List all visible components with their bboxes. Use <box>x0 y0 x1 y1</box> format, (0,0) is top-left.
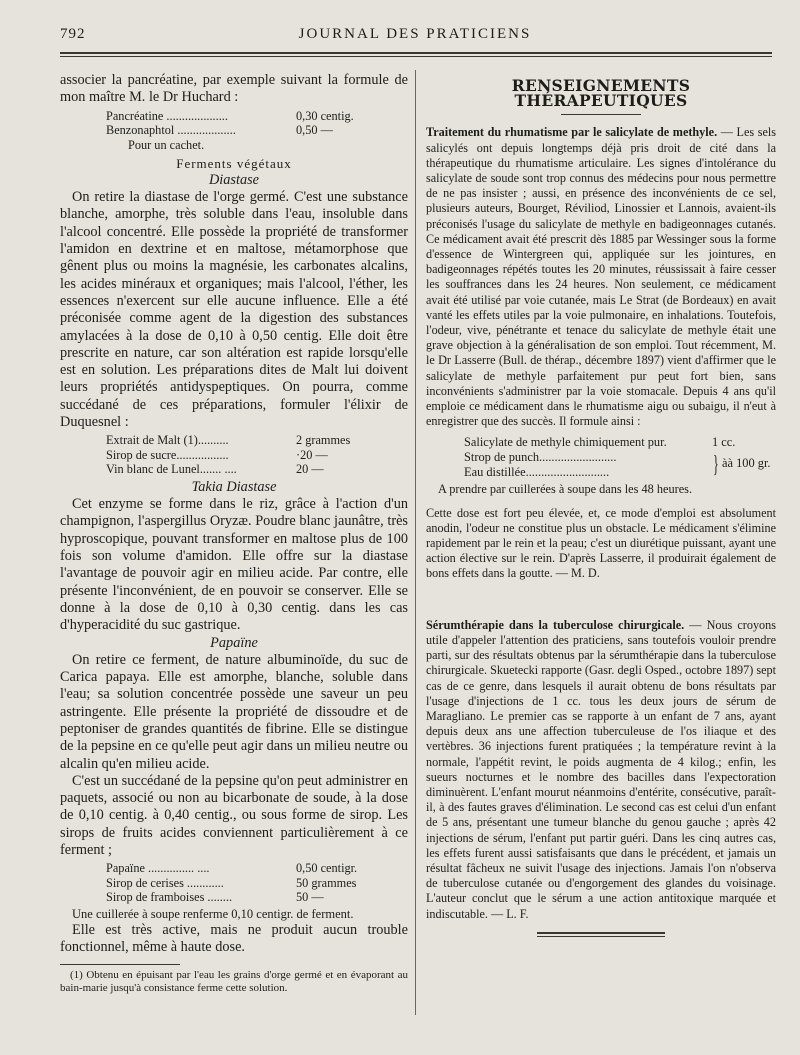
ingredient-dose: 2 grammes <box>296 433 351 448</box>
formula-row <box>60 890 408 905</box>
paragraph: Cette dose est fort peu élevée, et, ce mode d'emploi est absolument anodin, l'odeur ne constitue plus un obstacle. Le médicament s'élimine rapidement par le rein et la peau; c'est un diurétique puissant, ayant une action élective sur le rein. D'après Lasserre, il produirait également de bons effets dans la goutte. — M. D. <box>426 505 776 581</box>
article-text: — Nous croyons utile d'appeler l'attention des praticiens, sans toutefois vouloir prendre parti, sur des résultats obtenus par la sérumthérapie dans la tuberculose chirurgicale. Skuetecki rapporte (Gasr. degli Osped., octobre 1897) sept cas de ce genre, dans lesquels il aurait obtenu de bons résultats par l'usage d'injections de 1 cc. tous les deux jours de sérum de Maragliano. Le premier cas se rapporte à un enfant de 7 ans, ayant depuis deux ans une affection tuberculeuse de l'os iliaque et des vertèbres. 36 injections furent pratiquées ; la température revint à la normale, l'appétit revint, le poids augmenta de 4 kilog.; enfin, les sueurs nocturnes et le nombre des bacilles dans l'expectoration diminuèrent. L'enfant mourut néanmoins d'entérite, consécutive, paraît-il, à des fautes graves d'élimination. Le second cas est celui d'un enfant de 5 ans, présentant une tumeur blanche du genou gauche ; après 42 injections de sérum, l'enfant put partir guéri. Dans les cinq autres cas, les effets furent aussi satisfaisants que dans le précédent, et jamais un résultat fâcheux ne suivit l'usage des injections. Jamais l'on n'observa de tuberculose cutanée ou d'engorgement des glandes du voisinage. L'auteur conclut que le sérum a une action antitoxique marquée et indiscutable. — L. F. <box>426 617 776 921</box>
section-heading-papaine: Papaïne <box>210 634 258 651</box>
ingredient-name: Pancréatine .................... <box>106 108 228 123</box>
formula-note: A prendre par cuillerées à soupe dans les 48 heures. <box>438 482 693 497</box>
formula-row <box>60 123 408 138</box>
ingredient-name: Vin blanc de Lunel....... .... <box>106 462 237 477</box>
journal-title: JOURNAL DES PRATICIENS <box>298 26 532 42</box>
formula-row <box>60 861 408 876</box>
paragraph: On retire ce ferment, de nature albuminoïde, du suc de Carica papaya. Elle est amorphe, blanche, soluble dans l'eau; sa solution concentrée possède une saveur un peu astringente. Elle présente la propriété de dissoudre et de peptoniser de grandes quantités de fibrine. Elle se distingue de la pepsine en ce qu'elle peut agir dans un milieu neutre ou alcalin qu'en milieu acide. <box>60 651 408 772</box>
ingredient-dose: 0,30 centig. <box>296 108 354 123</box>
left-column <box>60 72 408 994</box>
paragraph: Elle est très active, mais ne produit aucun trouble fonctionnel, même à haute dose. <box>60 921 408 956</box>
brace-icon: } <box>713 452 719 479</box>
formula-huchard <box>60 109 408 152</box>
title-rule <box>561 114 641 115</box>
ingredient-dose: 50 — <box>296 890 324 905</box>
article-serumtherapie <box>426 618 776 922</box>
paragraph: C'est un succédané de la pepsine qu'on peut administrer en paquets, associé ou non au bicarbonate de soude, à la dose de 0,10 centig. à 0,40 centig., ou sous forme de sirop. Les sirops de fruits acides conviennent particulièrement à ce ferment ; <box>60 772 408 859</box>
ingredient-name: Eau distillée........................... <box>464 465 610 480</box>
page-number: 792 <box>60 26 86 42</box>
ingredient-name: Salicylate de methyle chimiquement pur. <box>464 435 667 450</box>
ingredient-name: Strop de punch......................... <box>464 450 617 465</box>
header-rule-thin <box>60 56 772 57</box>
formula-note: Une cuillerée à soupe renferme 0,10 centigr. de ferment. <box>72 906 354 921</box>
right-column <box>426 74 776 937</box>
ingredient-dose: ·20 — <box>296 447 328 462</box>
header-rule <box>60 52 772 54</box>
formula-row <box>60 109 408 124</box>
formula-row <box>60 448 408 463</box>
ingredient-dose: 20 — <box>296 462 324 477</box>
column-separator <box>415 70 416 1015</box>
article-rhumatisme <box>426 125 776 429</box>
footnote-rule <box>60 964 180 965</box>
formula-note: Pour un cachet. <box>128 137 205 152</box>
section-heading-takia: Takia Diastase <box>191 478 277 495</box>
ingredient-name: Sirop de framboises ........ <box>106 890 233 905</box>
ingredient-name: Papaïne ............... .... <box>106 861 210 876</box>
formula-duquesnel <box>60 433 408 477</box>
ingredient-name: Sirop de sucre................. <box>106 447 229 462</box>
page-header <box>60 26 770 48</box>
section-heading-diastase: Diastase <box>208 171 260 188</box>
formula-lasserre <box>426 435 776 480</box>
section-heading-ferments: Ferments végétaux <box>176 155 292 171</box>
article-text: — Les sels salicylés ont depuis longtemps déjà pris droit de cité dans la thérapeutique du rhumatisme articulaire. Les signes d'intolérance du salicylate de soude sont trop connus des médecins pour nous permettre de ne pas insister ; aussi, en présence des inconvénients de ce sel, plusieurs auteurs, Bourget, Réviliod, Linossier et Lannois, avaient-ils préconisés l'usage du salicylate de methyle en badigeonnages cutanés. Ce médicament avait été prescrit dès 1885 par Wessinger sous la forme d'essence de Wintergreen qui, appliquée sur les jointures, en badigeonnages répétés toutes les 20 minutes, réussissait à faire cesser les souffrances dans les 24 heures. Non seulement, ce médicament avait été utilisé par voie cutanée, mais Le Strat (de Bordeaux) en avait vanté les effets utiles par la voie pulmonaire, en inhalations. Toutefois, l'odeur, vive, pénétrante et tenace du salicylate de methyle était une grave objection à la généralisation de son emploi. Tout récemment, M. le Dr Lasserre (Bull. de thérap., décembre 1897) vient d'affirmer que le salicylate de methyle parfaitement pur peut fort bien, sans inconvénients s'administrer par la voie stomacale. Depuis 4 ans qu'il emploie ce médicament dans le rhumatisme aigu ou subaigu, il n'eut à enregistrer que des succès. Il formule ainsi : <box>426 125 776 429</box>
end-rule-thin <box>537 936 665 937</box>
formula-papaine <box>60 861 408 905</box>
ingredient-dose: àà 100 gr. <box>722 456 771 471</box>
formula-row <box>426 435 776 450</box>
paragraph: On retire la diastase de l'orge germé. C'est une substance blanche, amorphe, très soluble dans l'eau, insoluble dans l'alcool concentré. Elle possède la propriété de transformer l'amidon en dextrine et en maltose, métamorphose que gênent plus ou moins la magnésie, les carbonates alcalins, les acides minéraux et organiques; mais l'alcool, l'éther, les essences n'exercent sur elle aucune influence. Elle a été préconisée comme agent de la digestion des substances amylacées à la dose de 0,10 à 0,50 centig. Elle doit être prescrite en nature, car son altération est rapide lorsqu'elle est en solution. Les préparations dites de Malt lui doivent leurs propriétés antidyspeptiques. On pourra, comme succédané de ces préparations, formuler l'élixir de Duquesnel : <box>60 189 408 431</box>
formula-row <box>60 433 408 448</box>
ingredient-dose: 1 cc. <box>712 435 736 450</box>
ingredient-name: Extrait de Malt (1).......... <box>106 433 229 448</box>
ingredient-dose: 0,50 centigr. <box>296 861 358 876</box>
section-title: RENSEIGNEMENTS THÉRAPEUTIQUES <box>511 76 691 111</box>
footnote: (1) Obtenu en épuisant par l'eau les grains d'orge germé et en évaporant au bain-marie jusqu'à consistance ferme cette solution. <box>60 969 408 994</box>
ingredient-name: Benzonaphtol ................... <box>106 123 236 138</box>
paragraph: Cet enzyme se forme dans le riz, grâce à l'action d'un champignon, l'aspergillus Oryzæ. Poudre blanc jaunâtre, très hyproscopique, pouvant transformer en maltose plus de 100 fois son volume d'amidon. Elle offre sur la diastase l'avantage de pouvoir agir en milieu acide. Par contre, elle présente l'inconvénient, de en pouvoir se conserver. Elle se donne à la dose de 0,10 à 0,30 centig. dans les cas d'hyperacidité du suc gastrique. <box>60 496 408 634</box>
ingredient-dose: 50 grammes <box>296 875 357 890</box>
formula-row <box>60 462 408 477</box>
formula-row <box>60 876 408 891</box>
article-heading: Traitement du rhumatisme par le salicylate de methyle. <box>426 125 718 140</box>
paragraph: associer la pancréatine, par exemple suivant la formule de mon maître M. le Dr Huchard : <box>60 72 408 106</box>
end-rule <box>537 932 665 934</box>
ingredient-dose: 0,50 — <box>296 123 333 138</box>
article-heading: Sérumthérapie dans la tuberculose chirurgicale. <box>426 617 685 632</box>
ingredient-name: Sirop de cerises ............ <box>106 875 224 890</box>
